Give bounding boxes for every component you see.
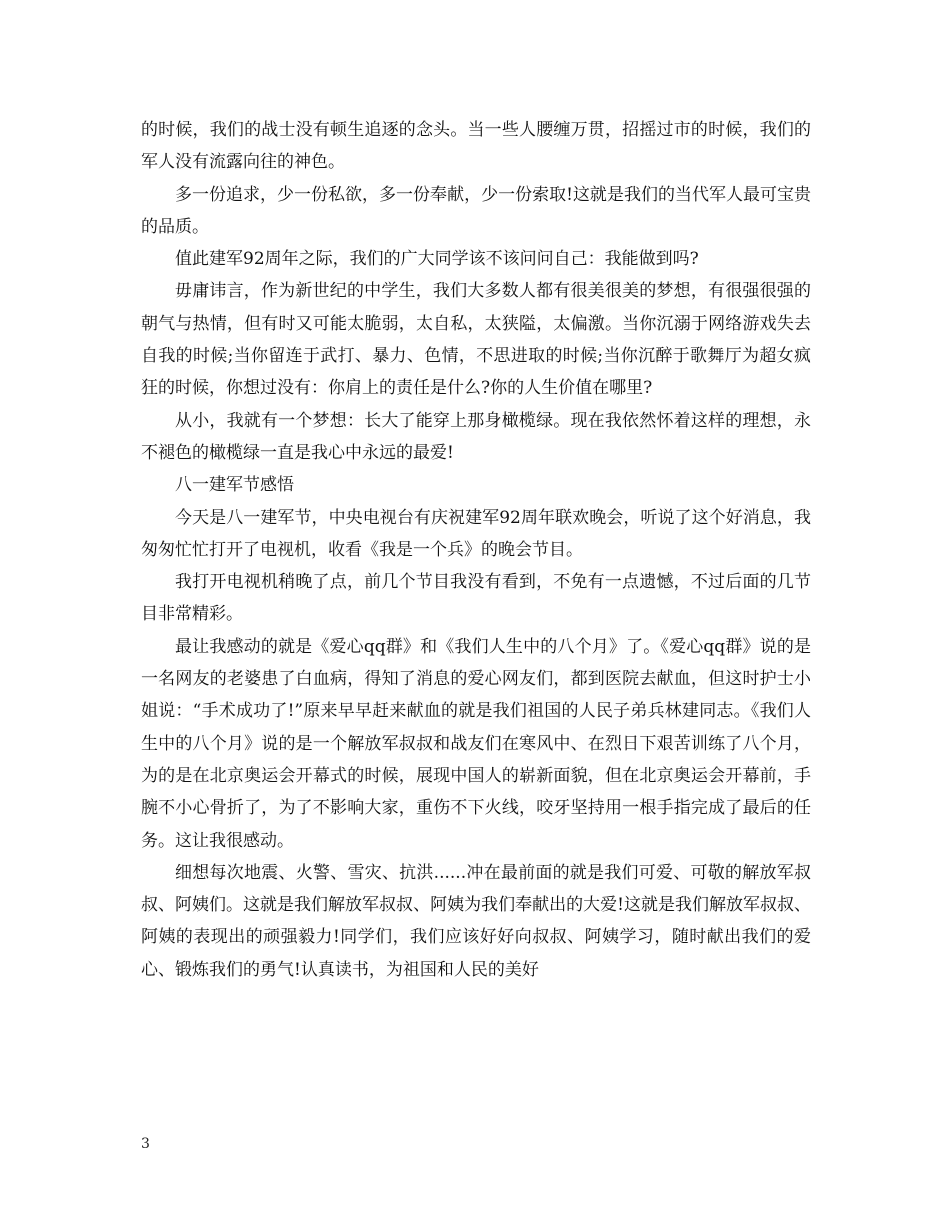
- paragraph-8: 最让我感动的就是《爱心qq群》和《我们人生中的八个月》了。《爱心qq群》说的是一名网友的老婆患了白血病，得知了消息的爱心网友们，都到医院去献血，但这时护士小姐说：“手术成功了!”原来早早赶来献血的就是我们祖国的人民子弟兵林建同志。《我们人生中的八个月》说的是一个解放军叔叔和战友们在寒风中、在烈日下艰苦训练了八个月，为的是在北京奥运会开幕式的时候，展现中国人的崭新面貌，但在北京奥运会开幕前，手腕不小心骨折了，为了不影响大家，重伤不下火线，咬牙坚持用一根手指完成了最后的任务。这让我很感动。: [141, 636, 811, 851]
- paragraph-9: 细想每次地震、火警、雪灾、抗洪......冲在最前面的就是我们可爱、可敬的解放军叔叔、阿姨们。这就是我们解放军叔叔、阿姨为我们奉献出的大爱!这就是我们解放军叔叔、阿姨的表现出的顽强毅力!同学们，我们应该好好向叔叔、阿姨学习，随时献出我们的爱心、锻炼我们的勇气!认真读书，为祖国和人民的美好: [141, 862, 811, 980]
- paragraph-4: 毋庸讳言，作为新世纪的中学生，我们大多数人都有很美很美的梦想，有很强很强的朝气与热情，但有时又可能太脆弱，太自私，太狭隘，太偏激。当你沉溺于网络游戏失去自我的时候;当你留连于武打、暴力、色情，不思进取的时候;当你沉醉于歌舞厅为超女疯狂的时候，你想过没有：你肩上的责任是什么?你的人生价值在哪里?: [141, 281, 811, 399]
- page-number: 3: [141, 1136, 150, 1152]
- paragraph-2: 多一份追求，少一份私欲，多一份奉献，少一份索取!这就是我们的当代军人最可宝贵的品质。: [141, 184, 811, 237]
- section-heading: 八一建军节感悟: [175, 475, 294, 496]
- paragraph-5: 从小，我就有一个梦想：长大了能穿上那身橄榄绿。现在我依然怀着这样的理想，永不褪色的橄榄绿一直是我心中永远的最爱!: [141, 410, 811, 463]
- document-body: [141, 114, 811, 986]
- paragraph-6: 今天是八一建军节，中央电视台有庆祝建军92周年联欢晚会，听说了这个好消息，我匆匆忙忙打开了电视机，收看《我是一个兵》的晚会节目。: [141, 507, 811, 560]
- paragraph-3: 值此建军92周年之际，我们的广大同学该不该问问自己：我能做到吗?: [175, 249, 699, 270]
- paragraph-1: 的时候，我们的战士没有顿生追逐的念头。当一些人腰缠万贯，招摇过市的时候，我们的军人没有流露向往的神色。: [141, 120, 811, 173]
- paragraph-7: 我打开电视机稍晚了点，前几个节目我没有看到，不免有一点遗憾，不过后面的几节目非常精彩。: [141, 572, 811, 625]
